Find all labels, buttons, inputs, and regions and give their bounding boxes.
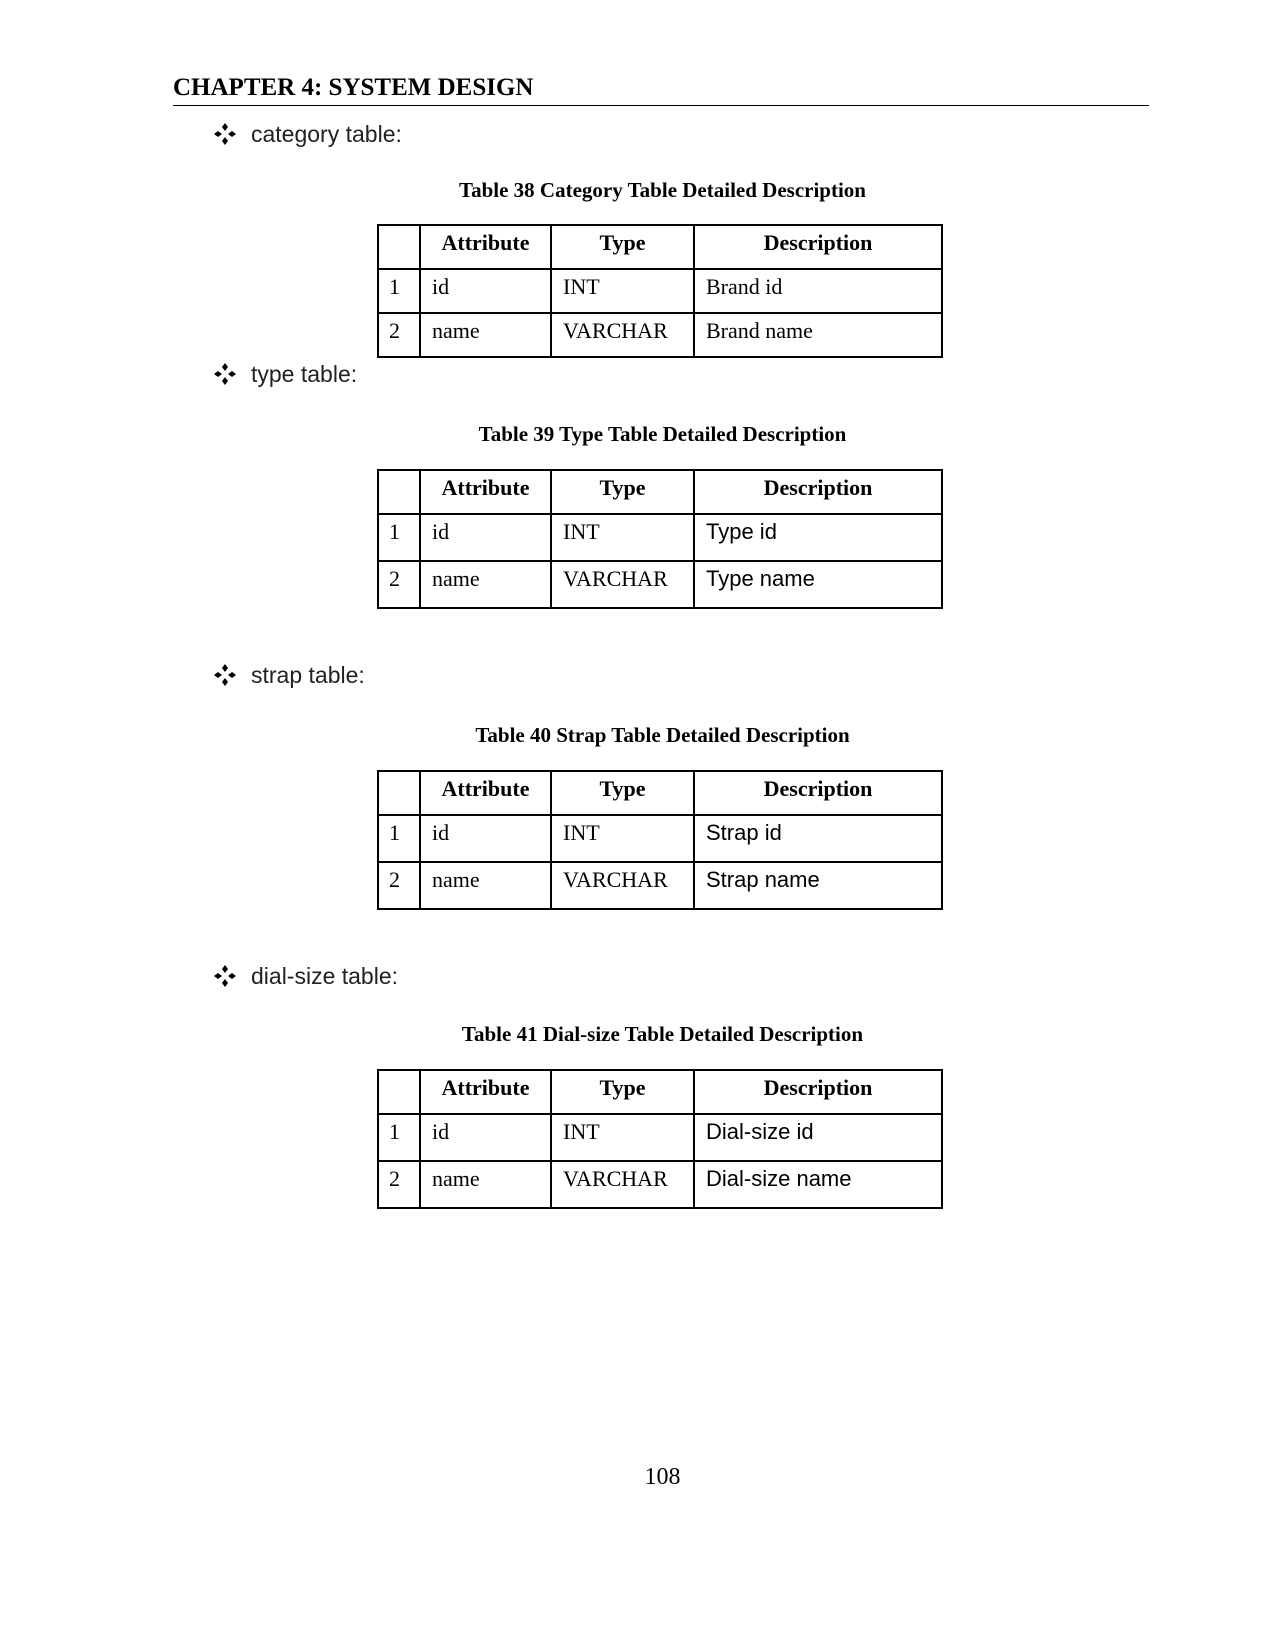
row-attribute: name: [420, 862, 551, 909]
row-type: VARCHAR: [551, 561, 694, 608]
category-table: [377, 224, 943, 358]
bullet-label: dial-size table:: [251, 962, 399, 989]
bullet-label: type table:: [251, 360, 358, 387]
column-header-attribute: Attribute: [420, 1070, 551, 1114]
row-index: 1: [378, 815, 420, 862]
row-attribute: id: [420, 1114, 551, 1161]
table-row: [378, 1161, 942, 1208]
table-row: [378, 269, 942, 313]
bullet-category-table: [213, 119, 402, 149]
diamond-bullet-icon: [213, 964, 237, 988]
row-description: Type id: [694, 514, 942, 561]
column-header-attribute: Attribute: [420, 225, 551, 269]
row-description: Brand name: [694, 313, 942, 357]
row-description: Strap name: [694, 862, 942, 909]
column-header-index: [378, 1070, 420, 1114]
table-caption: Table 41 Dial-size Table Detailed Description: [461, 1022, 864, 1046]
table-row: [378, 561, 942, 608]
row-attribute: name: [420, 313, 551, 357]
row-description: Dial-size id: [694, 1114, 942, 1161]
row-attribute: name: [420, 1161, 551, 1208]
bullet-strap-table: [213, 660, 365, 690]
row-description: Strap id: [694, 815, 942, 862]
row-type: INT: [551, 1114, 694, 1161]
row-type: INT: [551, 514, 694, 561]
column-header-index: [378, 771, 420, 815]
table-caption: Table 40 Strap Table Detailed Description: [475, 723, 850, 747]
table-caption: Table 38 Category Table Detailed Description: [459, 178, 866, 202]
table-caption: Table 39 Type Table Detailed Description: [478, 422, 847, 446]
column-header-type: Type: [551, 1070, 694, 1114]
column-header-description: Description: [694, 470, 942, 514]
column-header-description: Description: [694, 1070, 942, 1114]
table-row: [378, 514, 942, 561]
row-attribute: id: [420, 269, 551, 313]
table-row: [378, 1114, 942, 1161]
column-header-type: Type: [551, 225, 694, 269]
strap-table: [377, 770, 943, 910]
page-number: 108: [644, 1464, 681, 1490]
row-attribute: id: [420, 514, 551, 561]
column-header-index: [378, 470, 420, 514]
chapter-title: CHAPTER 4: SYSTEM DESIGN: [173, 74, 534, 101]
row-index: 1: [378, 269, 420, 313]
row-description: Brand id: [694, 269, 942, 313]
table-row: [378, 313, 942, 357]
column-header-description: Description: [694, 225, 942, 269]
row-type: INT: [551, 269, 694, 313]
column-header-attribute: Attribute: [420, 470, 551, 514]
table-header-row: [378, 470, 942, 514]
table-header-row: [378, 1070, 942, 1114]
row-index: 1: [378, 1114, 420, 1161]
row-description: Dial-size name: [694, 1161, 942, 1208]
column-header-description: Description: [694, 771, 942, 815]
column-header-type: Type: [551, 470, 694, 514]
row-index: 1: [378, 514, 420, 561]
row-index: 2: [378, 561, 420, 608]
row-type: INT: [551, 815, 694, 862]
row-type: VARCHAR: [551, 862, 694, 909]
row-description: Type name: [694, 561, 942, 608]
row-attribute: name: [420, 561, 551, 608]
dial-size-table: [377, 1069, 943, 1209]
bullet-label: category table:: [251, 120, 402, 147]
column-header-type: Type: [551, 771, 694, 815]
row-type: VARCHAR: [551, 1161, 694, 1208]
table-row: [378, 815, 942, 862]
table-row: [378, 862, 942, 909]
table-header-row: [378, 225, 942, 269]
type-table: [377, 469, 943, 609]
row-type: VARCHAR: [551, 313, 694, 357]
row-index: 2: [378, 1161, 420, 1208]
row-index: 2: [378, 862, 420, 909]
row-index: 2: [378, 313, 420, 357]
table-header-row: [378, 771, 942, 815]
chapter-header: [173, 72, 1149, 106]
diamond-bullet-icon: [213, 122, 237, 146]
diamond-bullet-icon: [213, 663, 237, 687]
diamond-bullet-icon: [213, 362, 237, 386]
column-header-index: [378, 225, 420, 269]
bullet-label: strap table:: [251, 661, 365, 688]
column-header-attribute: Attribute: [420, 771, 551, 815]
bullet-dial-size-table: [213, 961, 398, 991]
row-attribute: id: [420, 815, 551, 862]
bullet-type-table: [213, 359, 357, 389]
